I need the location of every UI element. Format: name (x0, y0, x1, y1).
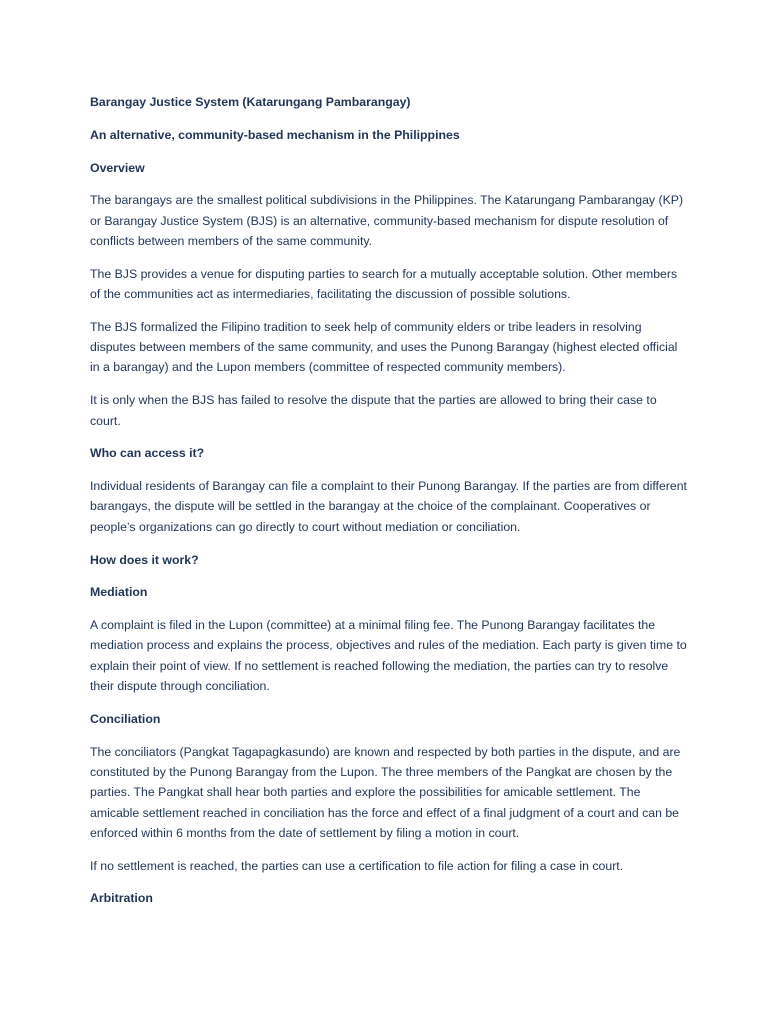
access-paragraph: Individual residents of Barangay can file a complaint to their Punong Barangay. If the parties are from different barangays, the dispute will be settled in the barangay at the choice of the complainant. Cooperatives or people’s organizations can go directly to court without mediation or conciliation. (90, 479, 687, 534)
overview-paragraph-1: The barangays are the smallest political subdivisions in the Philippines. The Katarungang Pambarangay (KP) or Barangay Justice System (BJS) is an alternative, community-based mechanism for dispute resolution of conflicts between members of the same community. (90, 193, 684, 248)
document-page (90, 92, 690, 921)
mediation-heading: Mediation (90, 585, 148, 600)
how-it-works-heading: How does it work? (90, 552, 199, 567)
document-title: Barangay Justice System (Katarungang Pambarangay) (90, 95, 411, 109)
overview-paragraph-2: The BJS provides a venue for disputing parties to search for a mutually acceptable solution. Other members of the communities act as intermediaries, facilitating the discussion of possible solutions. (90, 266, 678, 302)
conciliation-heading: Conciliation (90, 711, 161, 726)
mediation-paragraph: A complaint is filed in the Lupon (committee) at a minimal filing fee. The Punong Barangay facilitates the mediation process and explains the process, objectives and rules of the mediation. Each party is given time to explain their point of view. If no settlement is reached following the mediation, the parties can try to resolve their dispute through conciliation. (90, 618, 687, 694)
arbitration-heading: Arbitration (90, 891, 153, 906)
conciliation-paragraph-1: The conciliators (Pangkat Tagapagkasundo) are known and respected by both parties in the dispute, and are constituted by the Punong Barangay from the Lupon. The three members of the Pangkat are chosen by the parties. The Pangkat shall hear both parties and explore the possibilities for amicable settlement. The amicable settlement reached in conciliation has the force and effect of a final judgment of a court and can be enforced within 6 months from the date of settlement by filing a motion in court. (90, 744, 681, 840)
conciliation-paragraph-2: If no settlement is reached, the parties can use a certification to file action for filing a case in court. (90, 858, 624, 873)
document-subtitle: An alternative, community-based mechanism in the Philippines (90, 127, 460, 142)
overview-heading: Overview (90, 160, 145, 175)
overview-paragraph-3: The BJS formalized the Filipino tradition to seek help of community elders or tribe leaders in resolving disputes between members of the same community, and uses the Punong Barangay (highest elected official in a barangay) and the Lupon members (committee of respected community members). (90, 319, 678, 375)
access-heading: Who can access it? (90, 446, 205, 461)
overview-paragraph-4: It is only when the BJS has failed to resolve the dispute that the parties are allowed to bring their case to court. (90, 393, 657, 428)
